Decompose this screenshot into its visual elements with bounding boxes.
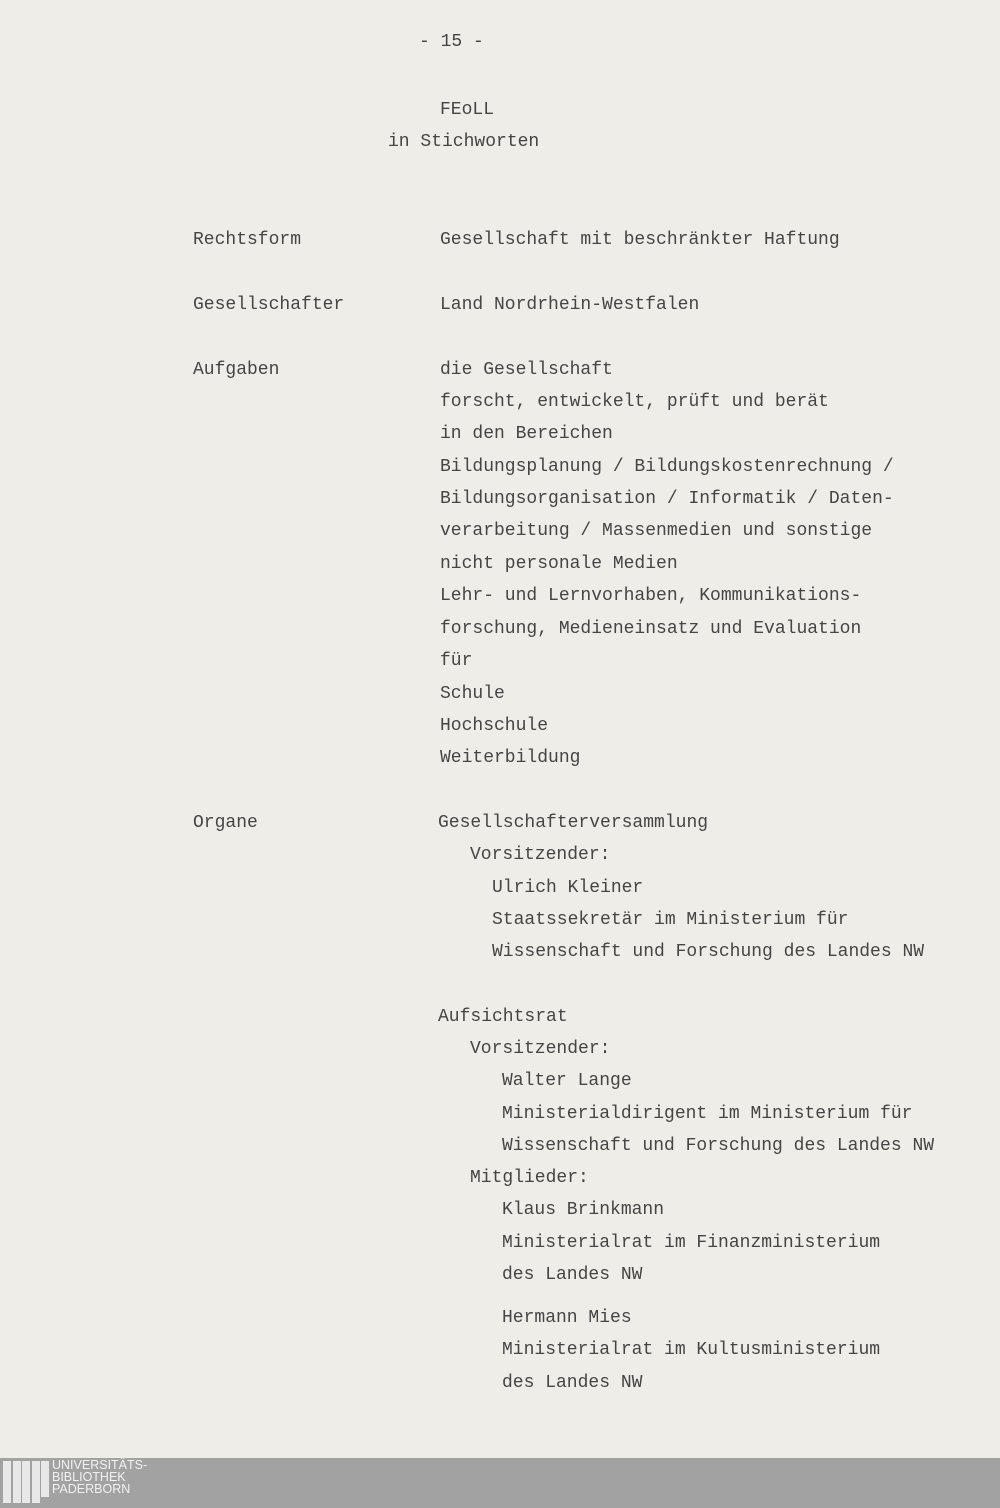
gesellschafter-value: Land Nordrhein-Westfalen: [440, 295, 700, 315]
rechtsform-value: Gesellschaft mit beschränkter Haftung: [440, 230, 840, 250]
aufgaben-line: forschung, Medieneinsatz und Evaluation: [440, 619, 862, 639]
member-position: Ministerialrat im Kultusministerium: [502, 1340, 881, 1360]
aufgaben-line: in den Bereichen: [440, 424, 613, 444]
aufgaben-line: Lehr- und Lernvorhaben, Kommunikations-: [440, 586, 862, 606]
chair-position: Staatssekretär im Ministerium für: [492, 910, 849, 930]
member-name: Klaus Brinkmann: [502, 1200, 665, 1220]
aufgaben-line: für: [440, 651, 473, 671]
document-subtitle: in Stichworten: [388, 132, 540, 152]
organe-label: Organe: [193, 813, 258, 833]
member-position: des Landes NW: [502, 1373, 643, 1393]
gesellschafter-label: Gesellschafter: [193, 295, 345, 315]
member-position: Ministerialrat im Finanzministerium: [502, 1233, 881, 1253]
aufgaben-line: Weiterbildung: [440, 748, 581, 768]
aufgaben-line: die Gesellschaft: [440, 360, 613, 380]
aufgaben-label: Aufgaben: [193, 360, 280, 380]
rechtsform-label: Rechtsform: [193, 230, 302, 250]
chair-position: Wissenschaft und Forschung des Landes NW: [502, 1136, 935, 1156]
aufgaben-line: Schule: [440, 684, 505, 704]
chair-label: Vorsitzender:: [470, 845, 611, 865]
chair-position: Ministerialdirigent im Ministerium für: [502, 1104, 913, 1124]
aufgaben-line: Bildungsplanung / Bildungskostenrechnung /: [440, 457, 894, 477]
library-footer: [0, 1458, 1000, 1508]
aufsichtsrat-heading: Aufsichtsrat: [438, 1007, 568, 1027]
chair-position: Wissenschaft und Forschung des Landes NW: [492, 942, 925, 962]
library-logo-text: UNIVERSITÄTS- BIBLIOTHEK PADERBORN: [52, 1458, 148, 1496]
members-label: Mitglieder:: [470, 1168, 589, 1188]
aufgaben-line: forscht, entwickelt, prüft und berät: [440, 392, 829, 412]
member-position: des Landes NW: [502, 1265, 643, 1285]
member-name: Hermann Mies: [502, 1308, 632, 1328]
gesellschafterversammlung-heading: Gesellschafterversammlung: [438, 813, 709, 833]
aufgaben-line: Bildungsorganisation / Informatik / Daten-: [440, 489, 894, 509]
aufgaben-line: Hochschule: [440, 716, 549, 736]
chair-name: Walter Lange: [502, 1071, 632, 1091]
aufgaben-line: nicht personale Medien: [440, 554, 678, 574]
chair-label: Vorsitzender:: [470, 1039, 611, 1059]
page-number: - 15 -: [419, 32, 484, 52]
chair-name: Ulrich Kleiner: [492, 878, 644, 898]
document-title: FEoLL: [440, 100, 495, 120]
aufgaben-line: verarbeitung / Massenmedien und sonstige: [440, 521, 873, 541]
